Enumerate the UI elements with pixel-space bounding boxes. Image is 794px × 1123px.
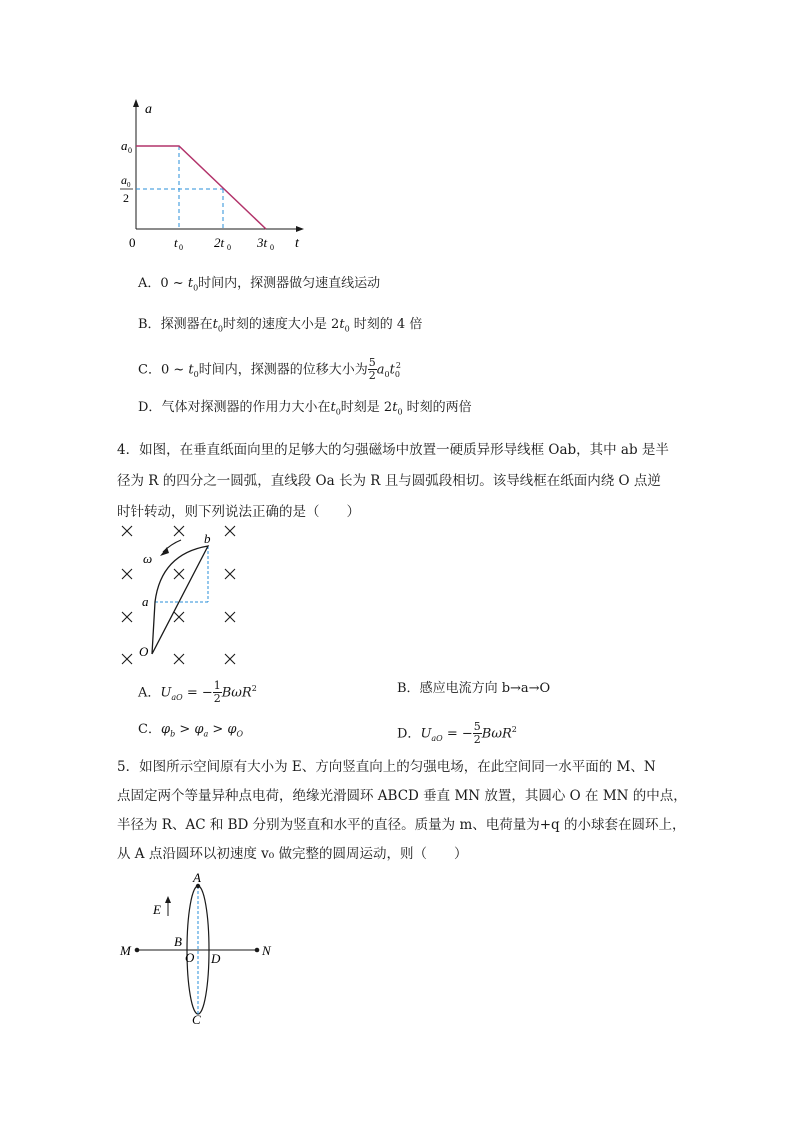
q3-option-b-text-2: 时刻的速度大小是 xyxy=(222,317,327,332)
q4-stem-line-1: 4．如图，在垂直纸面向里的足够大的匀强磁场中放置一硬质异形导线框 Oab，其中 ab 是半 xyxy=(117,442,669,458)
q5-stem-line-4: 从 A 点沿圆环以初速度 v₀ 做完整的圆周运动，则（ ） xyxy=(117,846,468,862)
q4-option-a[interactable]: A．$U_{aO}$ = − $\frac{1}{2}$ BωR$^2$ xyxy=(138,679,257,706)
x-tick-t0-sub: 0 xyxy=(179,243,183,252)
q5-stem xyxy=(117,753,687,869)
q3-option-a-label: A． xyxy=(138,276,161,291)
y-axis-arrow xyxy=(133,99,139,107)
q3-option-b-text-1: 探测器在 xyxy=(160,317,213,332)
q4-option-d-fraction: $\frac{5}{2}$ xyxy=(473,720,481,747)
y-tick-a0: a xyxy=(121,138,128,153)
y-axis-label: a xyxy=(145,102,152,117)
q5-stem-line-3: 半径为 R、AC 和 BD 分别为竖直和水平的直径。质量为 m、电荷量为+q 的小球套在圆环上， xyxy=(117,817,686,833)
q4-option-c[interactable]: C．$\varphi_b > \varphi_a > \varphi_O$ xyxy=(138,722,244,739)
q5-stem-line-1: 5．如图所示空间原有大小为 E、方向竖直向上的匀强电场，在此空间同一水平面的 M、N xyxy=(117,759,656,775)
label-C: C xyxy=(192,1012,201,1025)
q3-option-d-text-2: 时刻是 xyxy=(340,400,380,415)
x-axis-label: t xyxy=(295,236,299,251)
field-arrowhead xyxy=(165,896,171,903)
q3-option-b-text-3: 时刻的 4 倍 xyxy=(353,317,423,332)
label-omega: ω xyxy=(143,551,153,566)
y-tick-half-den: 2 xyxy=(123,191,129,205)
x-tick-2t0-sub: 0 xyxy=(227,243,231,252)
q4-stem-line-3: 时针转动，则下列说法正确的是（ ） xyxy=(117,504,360,520)
label-M: M xyxy=(120,943,131,958)
label-D: D xyxy=(211,951,221,966)
q3-option-d-text-1: 气体对探测器的作用力大小在 xyxy=(161,400,331,415)
q3-option-b-label: B． xyxy=(138,317,161,332)
label-N: N xyxy=(262,943,271,958)
q4-option-d[interactable]: D．$U_{aO}$ = − $\frac{5}{2}$ BωR$^2$ xyxy=(397,720,517,747)
q4-option-b-text: 感应电流方向 b→a→O xyxy=(419,681,551,696)
acceleration-time-graph xyxy=(110,95,310,260)
q3-option-a-text-1: 0 ~ xyxy=(160,276,188,291)
label-a: a xyxy=(142,594,149,609)
q3-option-d-label: D． xyxy=(138,400,162,415)
x-axis-arrow xyxy=(296,226,304,232)
origin-label: 0 xyxy=(129,235,136,250)
charge-N xyxy=(255,948,260,953)
q4-option-b-label: B． xyxy=(397,681,420,696)
charge-M xyxy=(135,948,140,953)
q5-ring-figure xyxy=(115,870,280,1025)
x-tick-2t0: 2t xyxy=(214,235,225,250)
acceleration-line xyxy=(136,146,266,229)
q4-option-a-fraction: $\frac{1}{2}$ xyxy=(213,679,221,706)
q4-magnetic-field-figure xyxy=(115,520,245,670)
q4-option-b[interactable] xyxy=(397,680,550,698)
q3-option-c-fraction: $\frac{5}{2}$ xyxy=(368,356,376,383)
q3-option-d[interactable]: D．气体对探测器的作用力大小在$t_0$时刻是 $2t_0$ 时刻的两倍 xyxy=(138,400,472,417)
x-tick-3t0: 3t xyxy=(257,235,268,250)
q5-stem-line-2: 点固定两个等量异种点电荷，绝缘光滑圆环 ABCD 垂直 MN 放置，其圆心 O 在 MN 的中点， xyxy=(117,788,687,804)
y-tick-half-num: a xyxy=(121,173,127,187)
q3-option-a[interactable]: A．0 ~ $t_0$时间内，探测器做匀速直线运动 xyxy=(138,276,381,293)
q3-option-c-label: C． xyxy=(138,362,161,378)
q3-option-c-text-1: 0 ~ xyxy=(160,362,189,378)
wire-frame xyxy=(152,546,208,654)
q4-stem-line-2: 径为 R 的四分之一圆弧，直线段 Oa 长为 R 且与圆弧段相切。该导线框在纸面内绕 O 点逆 xyxy=(117,473,661,489)
q4-option-a-label: A． xyxy=(138,685,161,701)
x-tick-t0: t xyxy=(174,235,178,250)
q4-option-c-label: C． xyxy=(138,722,161,737)
q4-option-d-label: D． xyxy=(397,726,421,742)
q3-option-b[interactable]: B．探测器在$t_0$时刻的速度大小是 $2t_0$ 时刻的 4 倍 xyxy=(138,317,423,334)
label-O: O xyxy=(139,644,149,659)
label-b: b xyxy=(204,531,211,546)
label-B: B xyxy=(174,934,182,949)
q3-option-c-text-2: 时间内，探测器的位移大小为 xyxy=(198,362,368,378)
q3-option-d-text-3: 时刻的两倍 xyxy=(406,400,472,415)
y-tick-a0-sub: 0 xyxy=(128,146,132,155)
q4-stem xyxy=(117,435,677,528)
label-E: E xyxy=(153,902,161,917)
label-O: O xyxy=(185,950,195,965)
q3-option-a-text-2: 时间内，探测器做匀速直线运动 xyxy=(198,276,381,291)
y-tick-half-num-sub: 0 xyxy=(127,181,131,189)
x-tick-3t0-sub: 0 xyxy=(270,243,274,252)
label-A: A xyxy=(193,870,201,885)
q3-option-c[interactable]: C．0 ~ $t_0$时间内，探测器的位移大小为 $\frac{5}{2}$ $a_0t_0^2$ xyxy=(138,356,402,383)
